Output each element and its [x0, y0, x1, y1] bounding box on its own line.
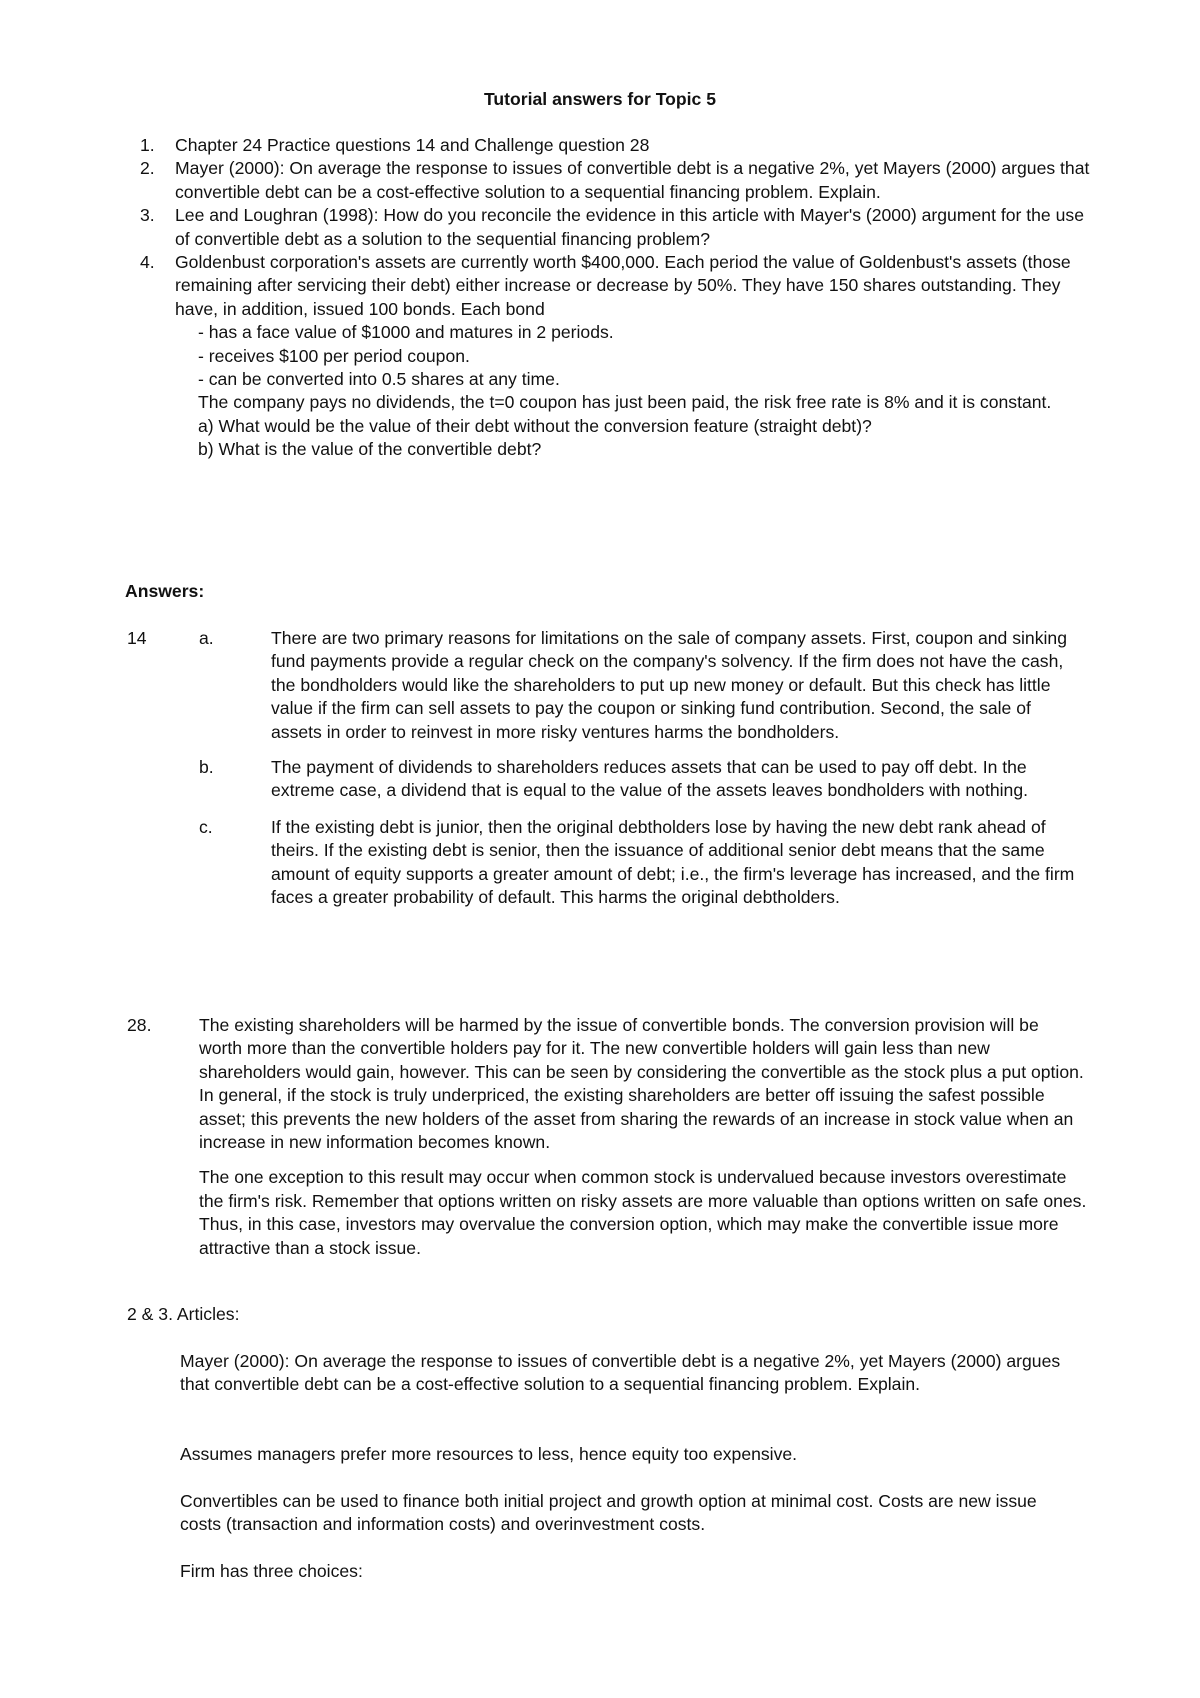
question-list	[0, 134, 1200, 462]
answer-text: There are two primary reasons for limitations on the sale of company assets. First, coupon and sinking fund payments provide a regular check on the company's solvency. If the firm does not have the cash, the bondholders would like the shareholders to put up new money or default. But this check has little value if the firm can sell assets to pay the coupon or sinking fund contribution. Second, the sale of assets in order to reinvest in more risky ventures harms the bondholders.	[271, 628, 1067, 742]
answer-paragraph	[0, 1014, 1084, 1154]
list-item	[0, 204, 1090, 251]
document-title: Tutorial answers for Topic 5	[483, 89, 717, 109]
list-item	[0, 134, 1090, 157]
answer-part	[0, 627, 1081, 744]
question-part: b) What is the value of the convertible debt?	[198, 439, 542, 460]
answer-text: The payment of dividends to shareholders reduces assets that can be used to pay off debt. In the extreme case, a dividend that is equal to the value of the assets leaves bondholders with nothing.	[271, 757, 1029, 801]
answer-14	[0, 627, 1200, 909]
list-item	[0, 251, 1090, 462]
answer-text: The existing shareholders will be harmed by the issue of convertible bonds. The conversion provision will be worth more than the convertible holders pay for it. The new convertible holders will gain less than new shareholders would gain, however. This can be seen by considering the convertible as the stock plus a put option. In general, if the stock is truly underpriced, the existing shareholders are better off issuing the safest possible asset; this prevents the new holders of the asset from sharing the rewards of an increase in stock value when an increase in new information becomes known.	[199, 1015, 1084, 1153]
bond-term: - has a face value of $1000 and matures in 2 periods.	[198, 322, 614, 343]
question-text: Goldenbust corporation's assets are currently worth $400,000. Each period the value of Goldenbust's assets (those remaining after servicing their debt) either increase or decrease by 50%. They have 150 shares outstanding. They have, in addition, issued 100 bonds. Each bond	[175, 252, 1071, 319]
question-note: The company pays no dividends, the t=0 coupon has just been paid, the risk free rate is 8% and it is constant.	[198, 392, 1052, 413]
answer-text: If the existing debt is junior, then the original debtholders lose by having the new debt rank ahead of theirs. If the existing debt is senior, then the issuance of additional senior debt means that the same amount of equity supports a greater amount of debt; i.e., the firm's leverage has increased, and the firm faces a greater probability of default. This harms the original debtholders.	[271, 816, 1075, 908]
question-part: a) What would be the value of their debt without the conversion feature (straight debt)?	[198, 415, 872, 436]
bond-term: - receives $100 per period coupon.	[198, 345, 470, 366]
answer-part-label: a.	[199, 628, 214, 648]
article-paragraph: Convertibles can be used to finance both initial project and growth option at minimal cost. Costs are new issue costs (transaction and information costs) and overinvestment costs.	[180, 1491, 1037, 1535]
answer-28	[0, 1014, 1200, 1260]
answer-paragraph: The one exception to this result may occur when common stock is undervalued because investors overestimate the firm's risk. Remember that options written on risky assets are more valuable than options written on safe ones. Thus, in this case, investors may overvalue the conversion option, which may make the convertible issue more attractive than a stock issue.	[199, 1167, 1087, 1258]
article-paragraph: Assumes managers prefer more resources to less, hence equity too expensive.	[180, 1444, 798, 1464]
answer-part	[0, 756, 1081, 803]
list-item	[0, 157, 1090, 204]
question-text: Lee and Loughran (1998): How do you reconcile the evidence in this article with Mayer's (2000) argument for the use of convertible debt as a solution to the sequential financing problem?	[175, 205, 1084, 249]
question-number: 2.	[140, 158, 155, 179]
article-paragraph: Firm has three choices:	[180, 1561, 363, 1581]
answer-part-label: c.	[199, 816, 213, 837]
answer-number: 28.	[127, 1015, 152, 1035]
answer-part-label: b.	[199, 757, 214, 778]
article-paragraph: Mayer (2000): On average the response to issues of convertible debt is a negative 2%, yet Mayers (2000) argues that convertible debt can be a cost-effective solution to a sequential financing problem. Explain.	[180, 1351, 1061, 1395]
bond-term: - can be converted into 0.5 shares at any time.	[198, 369, 560, 390]
question-number: 1.	[140, 135, 155, 155]
answers-heading: Answers:	[125, 581, 205, 601]
answer-part	[0, 816, 1081, 910]
articles-heading: 2 & 3. Articles:	[127, 1304, 240, 1324]
question-number: 4.	[140, 252, 155, 273]
answer-number: 14	[127, 628, 147, 648]
question-text: Mayer (2000): On average the response to issues of convertible debt is a negative 2%, yet Mayers (2000) argues that convertible debt can be a cost-effective solution to a sequential financing problem. Explain.	[175, 158, 1090, 202]
question-number: 3.	[140, 205, 155, 226]
question-text: Chapter 24 Practice questions 14 and Challenge question 28	[175, 135, 650, 155]
